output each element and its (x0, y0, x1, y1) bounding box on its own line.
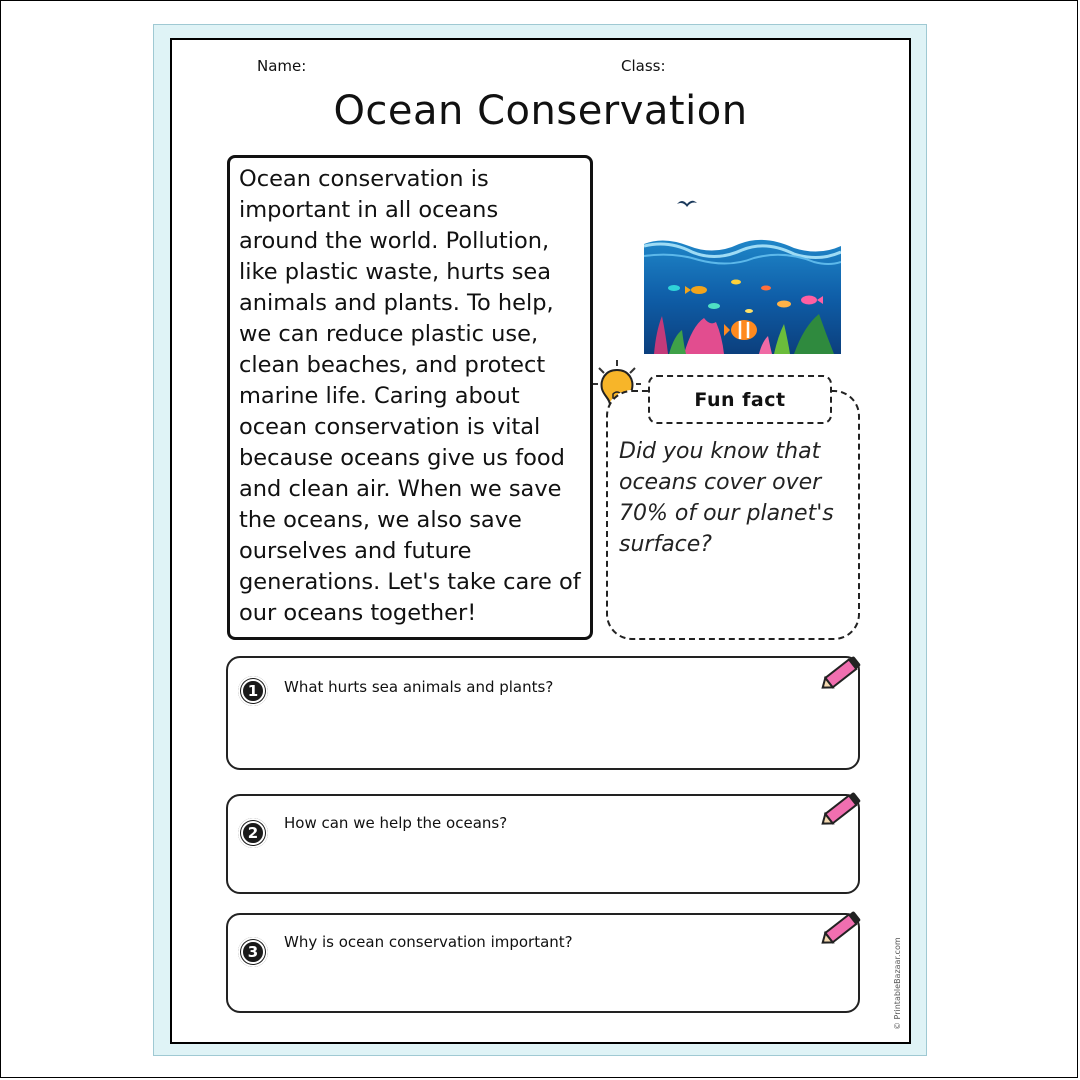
question-number-badge (238, 676, 268, 706)
question-number-badge (238, 818, 268, 848)
question-box-2[interactable] (226, 794, 860, 894)
ocean-illustration (644, 196, 841, 354)
pencil-icon (818, 905, 868, 951)
question-number-badge (238, 937, 268, 967)
question-number: 2 (241, 821, 265, 845)
page-title: Ocean Conservation (333, 88, 748, 134)
question-text: How can we help the oceans? (284, 814, 508, 832)
question-box-3[interactable] (226, 913, 860, 1013)
question-number: 3 (241, 940, 265, 964)
reading-passage (227, 155, 593, 640)
passage-text: Ocean conservation is important in all oceans around the world. Pollution, like plastic waste, hurts sea animals and plants. To help, we can reduce plastic use, clean beaches, and protect marine life. Caring about ocean conservation is vital because oceans give us food and clean air. When we save the oceans, we also save ourselves and future generations. Let's take care of our oceans together! (239, 166, 581, 626)
fun-fact-text: Did you know that oceans cover over 70% of our planet's surface? (619, 439, 834, 557)
seagull-icon (677, 201, 697, 207)
pencil-icon (818, 786, 868, 832)
copyright-text: © PrintableBazaar.com (893, 937, 902, 1030)
question-box-1[interactable] (226, 656, 860, 770)
question-number: 1 (241, 679, 265, 703)
question-text: What hurts sea animals and plants? (284, 678, 554, 696)
question-text: Why is ocean conservation important? (284, 933, 573, 951)
class-label: Class: (621, 57, 666, 75)
fun-fact-heading: Fun fact (648, 375, 832, 424)
name-label: Name: (257, 57, 307, 75)
pencil-icon (818, 650, 868, 696)
